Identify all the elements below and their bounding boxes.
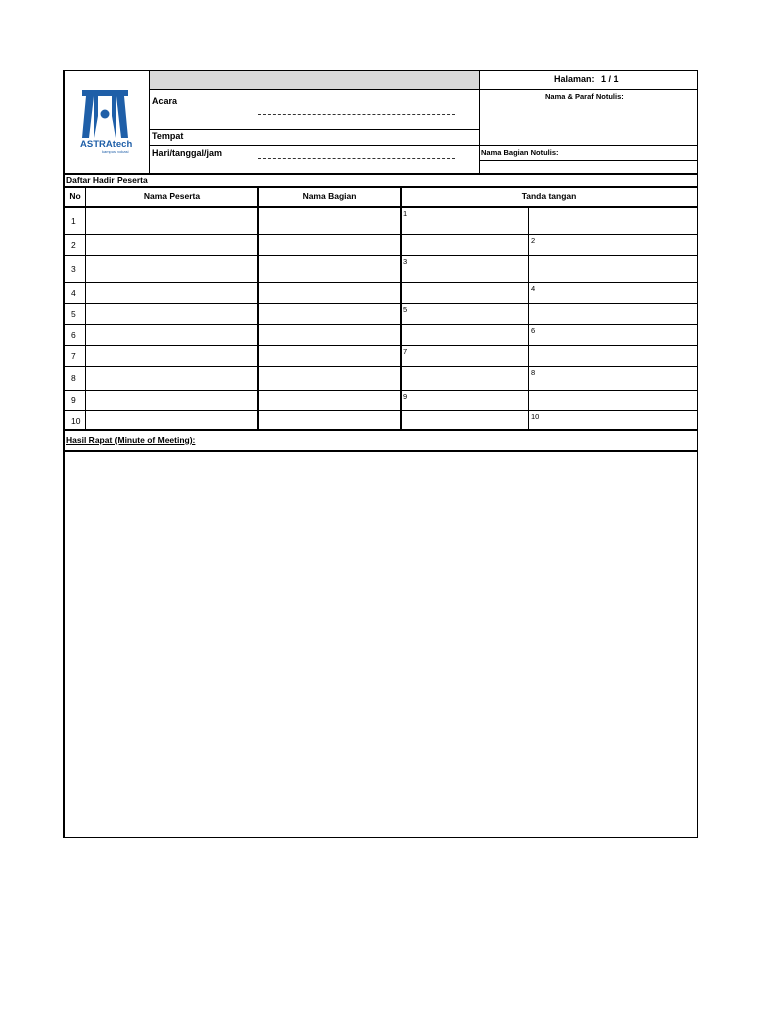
acara-label: Acara <box>152 96 178 106</box>
row-number: 4 <box>71 288 76 298</box>
halaman-label: Halaman: <box>554 74 595 84</box>
nama-bagian-cell[interactable] <box>259 255 400 282</box>
nama-peserta-cell[interactable] <box>86 410 257 431</box>
nama-peserta-cell[interactable] <box>86 324 257 345</box>
tanggal-field-line[interactable] <box>258 158 455 159</box>
halaman-value: 1 / 1 <box>601 74 619 84</box>
title-band <box>150 71 479 89</box>
signature-cell[interactable] <box>529 282 697 303</box>
nama-bagian-cell[interactable] <box>259 207 400 234</box>
row-number: 1 <box>71 216 76 226</box>
row-number: 8 <box>71 373 76 383</box>
col-header-no: No <box>69 191 81 201</box>
nama-peserta-cell[interactable] <box>86 255 257 282</box>
minutes-title: Hasil Rapat (Minute of Meeting): <box>66 435 196 445</box>
row-number: 5 <box>71 309 76 319</box>
border-line <box>150 145 479 146</box>
signature-number: 3 <box>403 257 408 266</box>
nama-bagian-cell[interactable] <box>259 303 400 324</box>
signature-number: 6 <box>531 326 536 335</box>
tempat-label: Tempat <box>152 131 184 141</box>
col-header-nama-bagian: Nama Bagian <box>302 191 357 201</box>
nama-bagian-cell[interactable] <box>259 324 400 345</box>
signature-number: 4 <box>531 284 536 293</box>
acara-field-line[interactable] <box>258 114 455 115</box>
signature-number: 9 <box>403 392 408 401</box>
border-line <box>150 89 698 90</box>
nama-peserta-cell[interactable] <box>86 303 257 324</box>
border-line <box>63 429 698 431</box>
signature-number: 7 <box>403 347 408 356</box>
border-line <box>479 70 480 174</box>
signature-cell[interactable] <box>402 345 528 366</box>
logo-text: ASTRAtech <box>80 139 133 150</box>
border-line <box>63 173 698 175</box>
row-number: 6 <box>71 330 76 340</box>
nama-bagian-cell[interactable] <box>259 390 400 410</box>
row-number: 3 <box>71 264 76 274</box>
nama-bagian-cell[interactable] <box>259 366 400 390</box>
nama-peserta-cell[interactable] <box>86 207 257 234</box>
border-line <box>479 145 698 146</box>
signature-number: 8 <box>531 368 536 377</box>
col-header-nama-peserta: Nama Peserta <box>143 191 201 201</box>
signature-cell[interactable] <box>402 303 528 324</box>
signature-cell[interactable] <box>529 366 697 390</box>
tanggal-label: Hari/tanggal/jam <box>152 148 223 158</box>
notulis-label: Nama & Paraf Notulis: <box>545 92 624 101</box>
signature-number: 5 <box>403 305 408 314</box>
row-number: 10 <box>71 416 81 426</box>
signature-cell[interactable] <box>529 410 697 431</box>
nama-bagian-cell[interactable] <box>259 234 400 255</box>
signature-cell[interactable] <box>529 234 697 255</box>
signature-cell[interactable] <box>402 207 528 234</box>
col-header-tanda-tangan: Tanda tangan <box>521 191 577 201</box>
nama-peserta-cell[interactable] <box>86 345 257 366</box>
border-line <box>63 837 698 838</box>
signature-cell[interactable] <box>529 324 697 345</box>
logo-mark-icon <box>80 88 138 144</box>
border-line <box>479 160 698 161</box>
nama-bagian-cell[interactable] <box>259 345 400 366</box>
minutes-body[interactable] <box>65 452 697 837</box>
nama-bagian-cell[interactable] <box>259 410 400 431</box>
signature-number: 10 <box>531 412 540 421</box>
signature-number: 2 <box>531 236 536 245</box>
nama-peserta-cell[interactable] <box>86 390 257 410</box>
bagian-notulis-label: Nama Bagian Notulis: <box>481 148 559 157</box>
nama-peserta-cell[interactable] <box>86 282 257 303</box>
nama-bagian-cell[interactable] <box>259 282 400 303</box>
astratech-logo <box>80 88 138 156</box>
signature-cell[interactable] <box>402 255 528 282</box>
row-number: 7 <box>71 351 76 361</box>
row-number: 9 <box>71 395 76 405</box>
signature-number: 1 <box>403 209 408 218</box>
border-line <box>150 129 479 130</box>
nama-peserta-cell[interactable] <box>86 366 257 390</box>
signature-cell[interactable] <box>402 390 528 410</box>
logo-tagline: kampus vokasi <box>102 149 129 154</box>
nama-peserta-cell[interactable] <box>86 234 257 255</box>
attendance-title: Daftar Hadir Peserta <box>66 175 148 185</box>
row-number: 2 <box>71 240 76 250</box>
